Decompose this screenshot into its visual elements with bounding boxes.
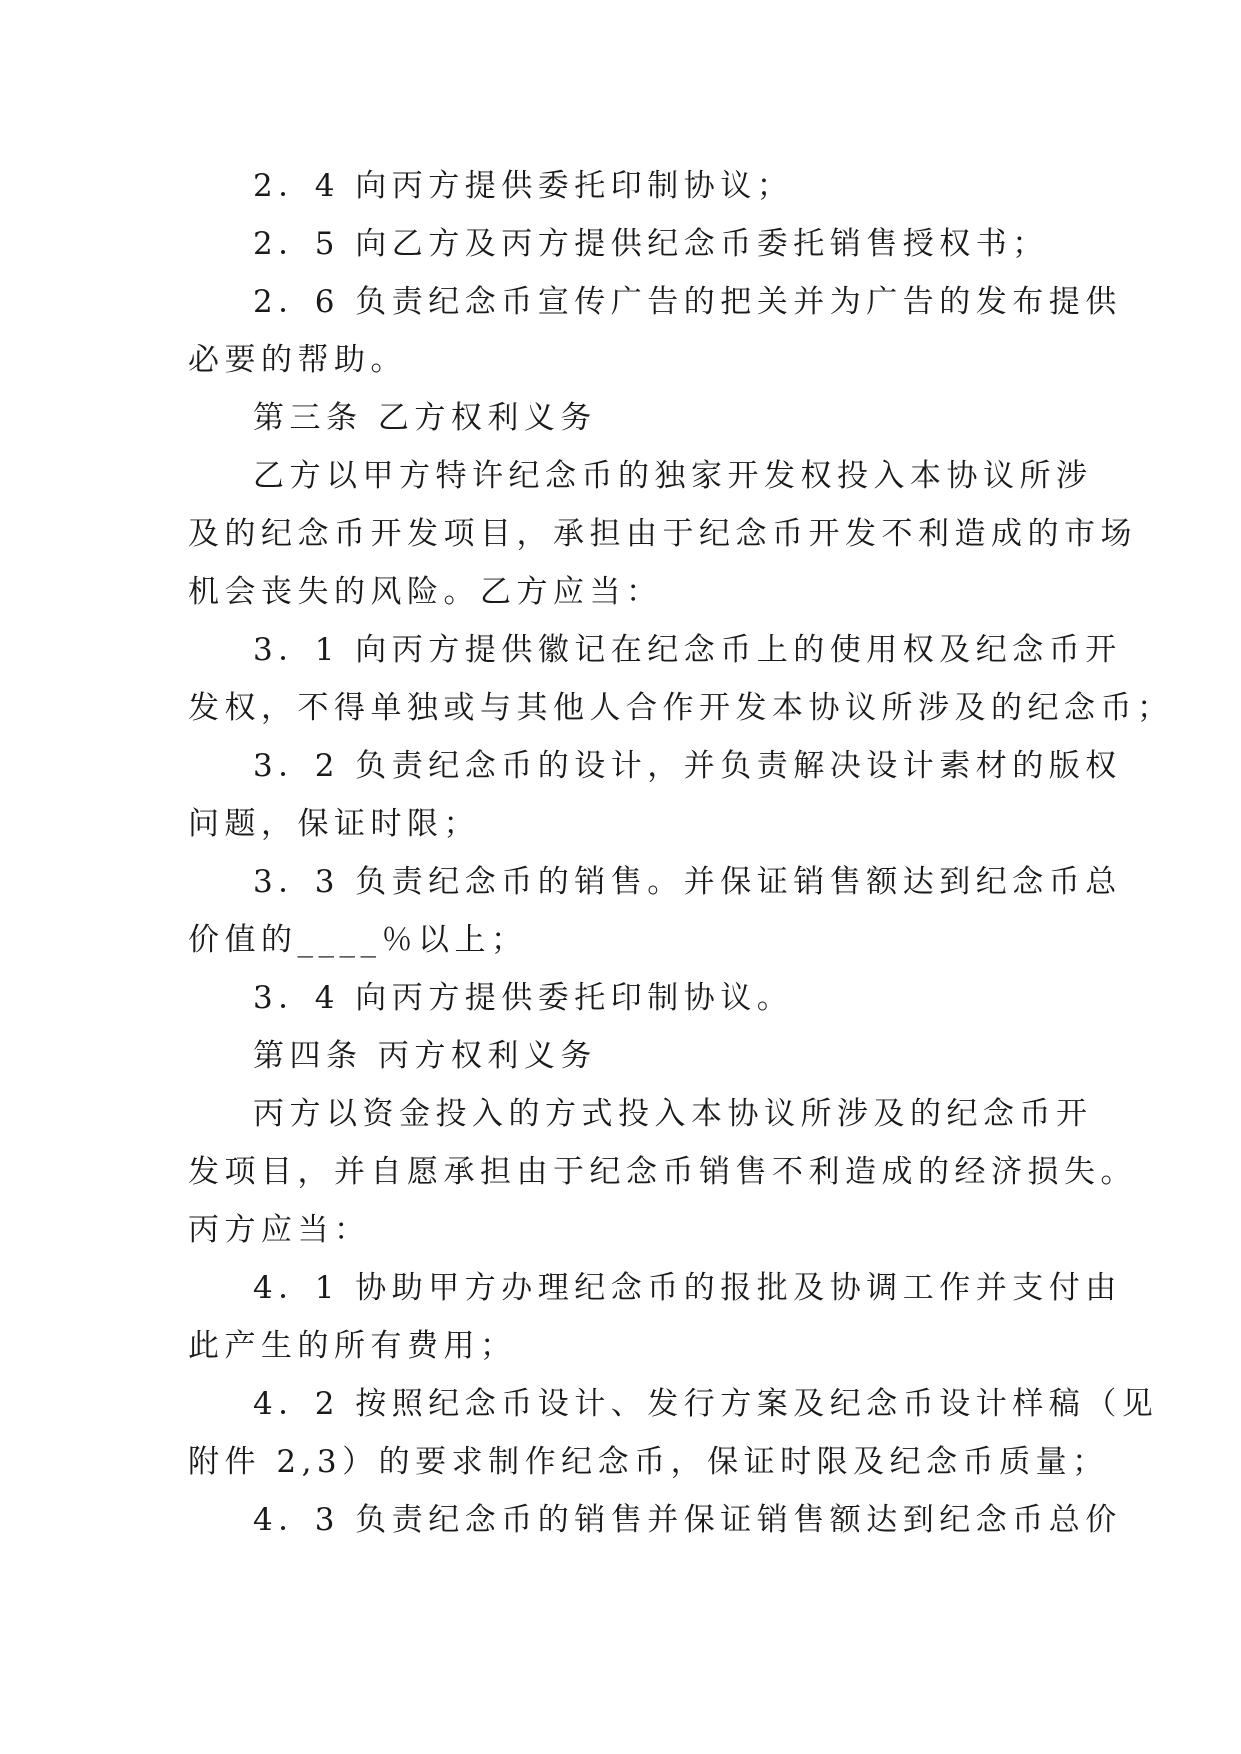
clause-3-3-continued: 价值的____％以上； xyxy=(188,922,528,958)
clause-3-1: 3．1 向丙方提供徽记在纪念币上的使用权及纪念币开 xyxy=(253,632,1122,668)
clause-4-3: 4．3 负责纪念币的销售并保证销售额达到纪念币总价 xyxy=(253,1502,1122,1538)
clause-3-4: 3．4 向丙方提供委托印制协议。 xyxy=(253,980,794,1016)
clause-4-1-continued: 此产生的所有费用； xyxy=(188,1328,517,1364)
clause-3-1-continued: 发权，不得单独或与其他人合作开发本协议所涉及的纪念币； xyxy=(188,690,1174,726)
article-3-heading: 第三条 乙方权利义务 xyxy=(253,400,597,436)
article-4-paragraph-continued: 丙方应当： xyxy=(188,1212,371,1248)
clause-2-6: 2．6 负责纪念币宣传广告的把关并为广告的发布提供 xyxy=(253,284,1122,320)
article-4-heading: 第四条 丙方权利义务 xyxy=(253,1038,597,1074)
clause-3-3: 3．3 负责纪念币的销售。并保证销售额达到纪念币总 xyxy=(253,864,1122,900)
article-3-paragraph-continued: 机会丧失的风险。乙方应当： xyxy=(188,574,663,610)
article-3-paragraph-continued: 及的纪念币开发项目，承担由于纪念币开发不利造成的市场 xyxy=(188,516,1137,552)
article-4-paragraph: 丙方以资金投入的方式投入本协议所涉及的纪念币开 xyxy=(253,1096,1093,1132)
article-4-paragraph-continued: 发项目，并自愿承担由于纪念币销售不利造成的经济损失。 xyxy=(188,1154,1137,1190)
clause-2-4: 2．4 向丙方提供委托印制协议； xyxy=(253,168,794,204)
clause-4-2: 4．2 按照纪念币设计、发行方案及纪念币设计样稿（见 xyxy=(253,1386,1159,1422)
clause-2-6-continued: 必要的帮助。 xyxy=(188,342,407,378)
clause-4-2-continued: 附件 2,3）的要求制作纪念币，保证时限及纪念币质量； xyxy=(188,1444,1109,1480)
clause-2-5: 2．5 向乙方及丙方提供纪念币委托销售授权书； xyxy=(253,226,1049,262)
clause-3-2: 3．2 负责纪念币的设计，并负责解决设计素材的版权 xyxy=(253,748,1122,784)
clause-4-1: 4．1 协助甲方办理纪念币的报批及协调工作并支付由 xyxy=(253,1270,1122,1306)
article-3-paragraph: 乙方以甲方特许纪念币的独家开发权投入本协议所涉 xyxy=(253,458,1093,494)
clause-3-2-continued: 问题，保证时限； xyxy=(188,806,480,842)
